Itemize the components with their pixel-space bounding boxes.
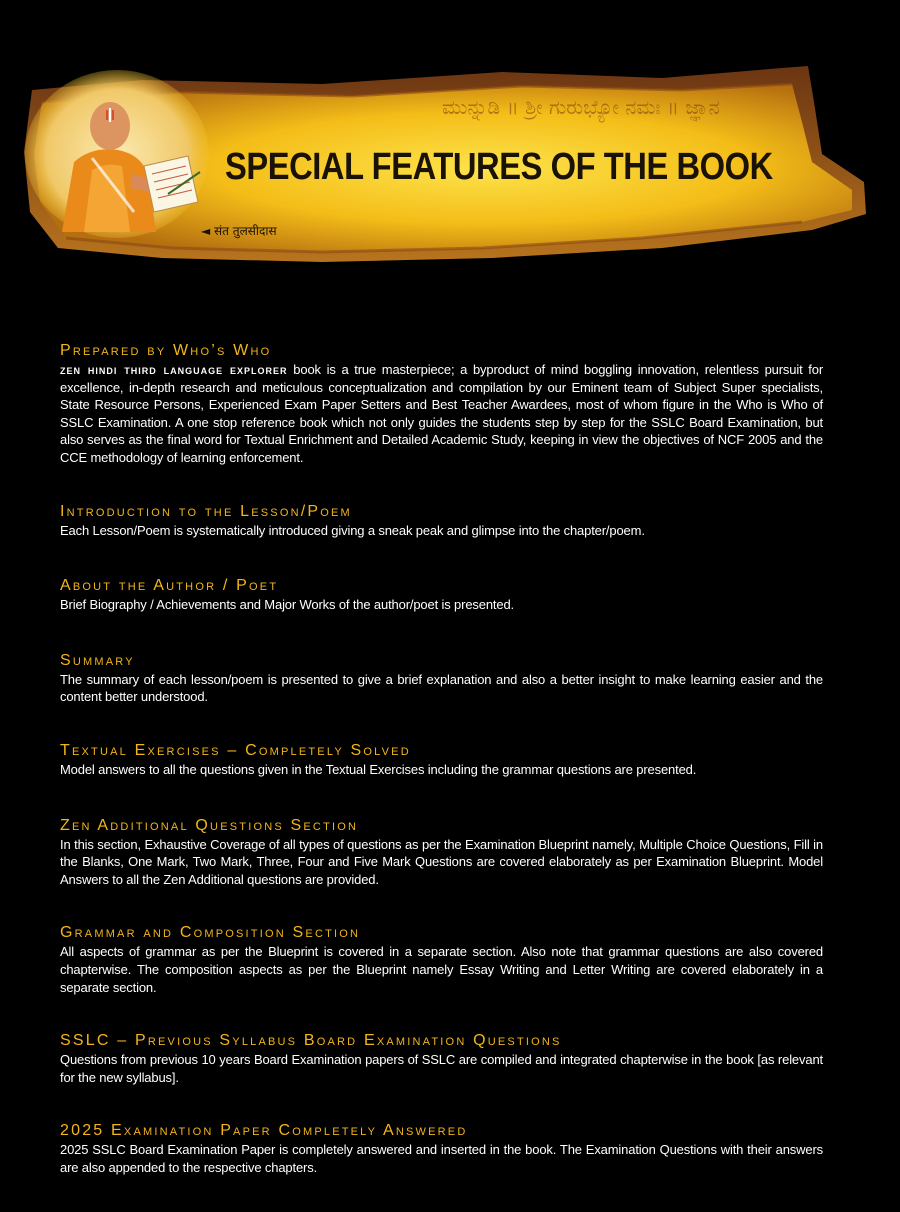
feature-section-author	[60, 577, 823, 614]
page-title: SPECIAL FEATURES OF THE BOOK	[225, 146, 773, 188]
section-body-text: book is a true masterpiece; a byproduct of mind boggling innovation, relentless pursuit for excellence, in-depth research and meticulous conceptualization and compilation by our Eminent team of Subject Super specialists, State Resource Persons, Experienced Exam Paper Setters and Best Teacher Awardees, most of whom figure in the Who is Who of SSLC Examination. A one stop reference book which not only guides the students step by step for the SSLC Board Examination, but also serves as the final word for Textual Enrichment and Detailed Academic Study, keeping in view the objectives of NCF 2005 and the CCE methodology of learning enforcement.	[60, 362, 824, 465]
section-body: All aspects of grammar as per the Blueprint is covered in a separate section. Also note that grammar questions are also covered chapterwise. The composition aspects as per the Blueprint namely Essay Writing and Letter Writing are covered elaborately in a separate section.	[60, 944, 823, 995]
section-body: Questions from previous 10 years Board Examination papers of SSLC are compiled and integrated chapterwise in the book [as relevant for the new syllabus].	[60, 1052, 823, 1085]
section-heading: Grammar and Composition Section	[60, 924, 361, 942]
section-body: In this section, Exhaustive Coverage of all types of questions as per the Examination Blueprint namely, Multiple Choice Questions, Fill in the Blanks, One Mark, Two Mark, Three, Four and Five Mark Questions are covered elaborately as per Examination Blueprint. Model Answers to all the Zen Additional questions are provided.	[60, 836, 823, 887]
section-heading: Textual Exercises – Completely Solved	[60, 741, 411, 759]
feature-section-summary	[60, 652, 823, 706]
section-body: Model answers to all the questions given in the Textual Exercises including the grammar questions are presented.	[60, 761, 697, 777]
section-heading: 2025 Examination Paper Completely Answered	[60, 1122, 468, 1140]
section-heading: Summary	[60, 651, 135, 669]
feature-section-prepared-by	[60, 342, 823, 467]
section-body: Each Lesson/Poem is systematically introduced giving a sneak peak and glimpse into the chapter/poem.	[60, 522, 645, 538]
section-body: 2025 SSLC Board Examination Paper is completely answered and inserted in the book. The Examination Questions with their answers are also appended to the respective chapters.	[60, 1142, 823, 1175]
feature-section-introduction	[60, 503, 823, 540]
section-heading: About the Author / Poet	[60, 577, 279, 595]
feature-section-previous-questions	[60, 1032, 823, 1086]
feature-section-textual-exercises	[60, 742, 823, 779]
feature-section-grammar	[60, 924, 823, 996]
section-body: Brief Biography / Achievements and Major Works of the author/poet is presented.	[60, 597, 514, 613]
section-heading: Prepared by Who’s Who	[60, 342, 272, 359]
feature-section-additional-questions	[60, 817, 823, 889]
banner-script-text: ಮುನ್ನುಡಿ ॥ ಶ್ರೀ ಗುರುಭ್ಯೋ ನಮಃ ॥ ಜ್ಞಾನ	[442, 95, 720, 119]
section-heading: SSLC – Previous Syllabus Board Examination Questions	[60, 1032, 562, 1050]
header-banner	[22, 62, 868, 268]
section-body: The summary of each lesson/poem is presented to give a brief explanation and also a better insight to make learning easier and the content better understood.	[60, 671, 823, 705]
book-name-lead: zen hindi third language explorer	[60, 362, 288, 377]
section-heading: Introduction to the Lesson/Poem	[60, 502, 352, 520]
feature-section-2025-paper	[60, 1122, 823, 1176]
section-body	[60, 361, 823, 467]
tulsidas-portrait	[22, 62, 212, 242]
features-list	[60, 342, 823, 1212]
section-heading: Zen Additional Questions Section	[60, 816, 359, 834]
portrait-caption: ◄ संत तुलसीदास	[201, 224, 277, 238]
